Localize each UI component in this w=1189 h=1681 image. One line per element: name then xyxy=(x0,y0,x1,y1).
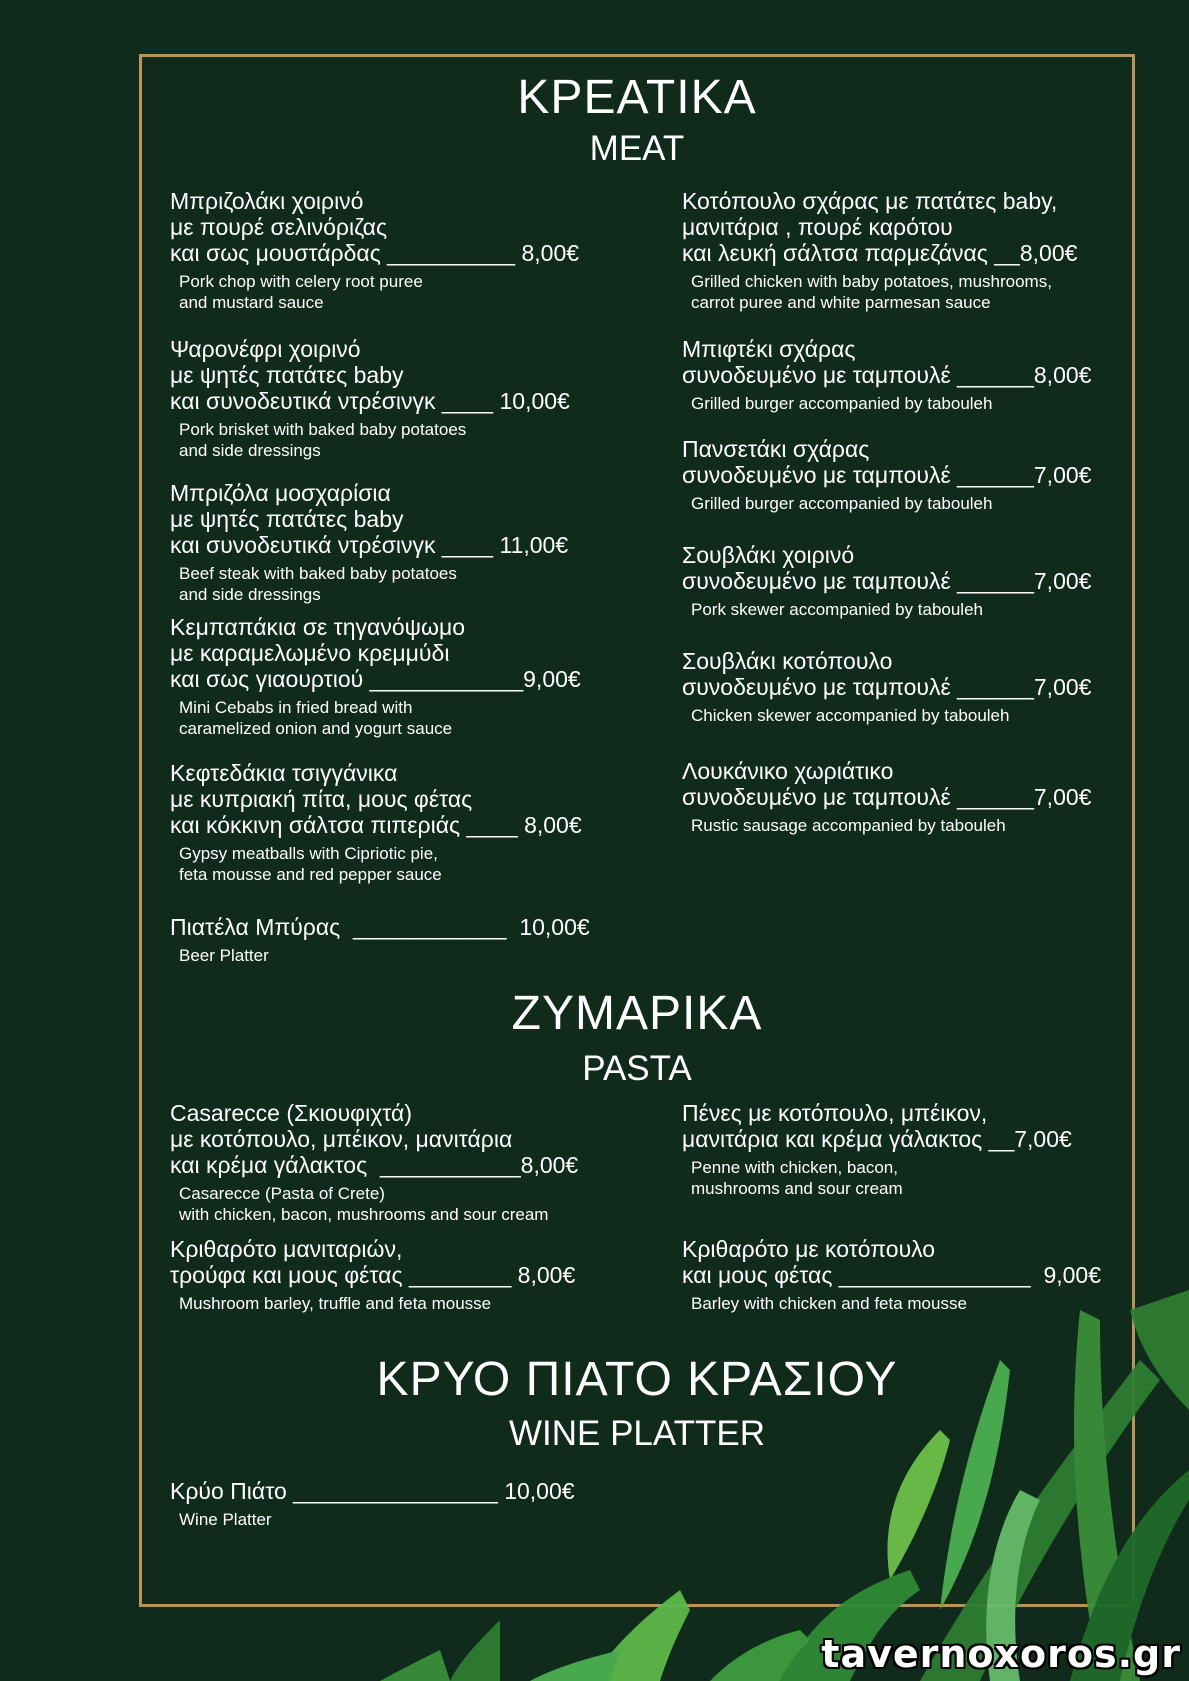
menu-item xyxy=(682,648,1091,726)
item-name-english: Mushroom barley, truffle and feta mousse xyxy=(179,1294,492,1313)
watermark-text: tavernoxoros.gr xyxy=(821,1632,1181,1676)
item-name-greek: Πιατέλα Μπύρας ____________ 10,00€ xyxy=(170,914,590,940)
item-name-greek: Πένες με κοτόπουλο, μπέικον, μανιτάρια και κρέμα γάλακτος __7,00€ xyxy=(682,1100,1072,1152)
section-subtitle-wine: WINE PLATTER xyxy=(508,1414,766,1453)
item-name-english: Rustic sausage accompanied by tabouleh xyxy=(691,816,1006,835)
item-name-greek: Κρύο Πιάτο ________________ 10,00€ xyxy=(170,1478,575,1504)
item-name-english: Grilled burger accompanied by tabouleh xyxy=(691,394,993,413)
item-name-english: Casarecce (Pasta of Crete) with chicken, bacon, mushrooms and sour cream xyxy=(179,1184,549,1224)
item-name-english: Chicken skewer accompanied by tabouleh xyxy=(691,706,1010,725)
menu-item xyxy=(682,1100,1072,1199)
item-name-greek: Κριθαρότο με κοτόπουλο και μους φέτας _______________ 9,00€ xyxy=(682,1236,1102,1288)
section-title-wine: ΚΡΥΟ ΠΙΑΤΟ ΚΡΑΣΙΟΥ xyxy=(376,1353,898,1406)
item-name-english: Barley with chicken and feta mousse xyxy=(691,1294,967,1313)
menu-item xyxy=(170,480,568,605)
menu-item xyxy=(170,760,582,885)
item-name-greek: Κεφτεδάκια τσιγγάνικα με κυπριακή πίτα, μους φέτας και κόκκινη σάλτσα πιπεριάς ____ 8,00€ xyxy=(170,760,582,838)
item-name-greek: Casarecce (Σκιουφιχτά) με κοτόπουλο, μπέικον, μανιτάρια και κρέμα γάλακτος ___________8,00€ xyxy=(170,1100,579,1178)
item-name-english: Grilled burger accompanied by tabouleh xyxy=(691,494,993,513)
item-name-greek: Μπριζόλα μοσχαρίσια με ψητές πατάτες baby και συνοδευτικά ντρέσινγκ ____ 11,00€ xyxy=(170,480,569,558)
item-name-greek: Κριθαρότο μανιταριών, τρούφα και μους φέτας ________ 8,00€ xyxy=(170,1236,576,1288)
section-title-meat: ΚΡΕΑΤΙΚΑ xyxy=(517,71,757,124)
menu-item xyxy=(170,1236,575,1314)
item-name-greek: Κοτόπουλο σχάρας με πατάτες baby, μανιτάρια , πουρέ καρότου και λευκή σάλτσα παρμεζάνας __8,00€ xyxy=(682,188,1078,266)
item-name-english: Beer Platter xyxy=(179,946,269,965)
menu-item xyxy=(170,1100,578,1225)
menu-item xyxy=(682,542,1091,620)
menu-item xyxy=(682,1236,1101,1314)
item-name-greek: Πανσετάκι σχάρας συνοδευμένο με ταμπουλέ ______7,00€ xyxy=(682,436,1092,488)
item-name-greek: Μπιφτέκι σχάρας συνοδευμένο με ταμπουλέ ______8,00€ xyxy=(682,336,1092,388)
section-subtitle-pasta: PASTA xyxy=(582,1049,692,1088)
item-name-greek: Σουβλάκι χοιρινό συνοδευμένο με ταμπουλέ ______7,00€ xyxy=(682,542,1092,594)
section-subtitle-meat: MEAT xyxy=(589,129,685,168)
item-name-greek: Ψαρονέφρι χοιρινό με ψητές πατάτες baby και συνοδευτικά ντρέσινγκ ____ 10,00€ xyxy=(170,336,570,414)
menu-item xyxy=(170,614,581,739)
menu-item xyxy=(682,758,1091,836)
item-name-english: Gypsy meatballs with Cipriotic pie, feta mousse and red pepper sauce xyxy=(179,844,442,884)
item-name-english: Pork skewer accompanied by tabouleh xyxy=(691,600,983,619)
item-name-english: Pork brisket with baked baby potatoes and side dressings xyxy=(179,420,467,460)
item-name-greek: Σουβλάκι κοτόπουλο συνοδευμένο με ταμπουλέ ______7,00€ xyxy=(682,648,1092,700)
item-name-greek: Λουκάνικο χωριάτικο συνοδευμένο με ταμπουλέ ______7,00€ xyxy=(682,758,1092,810)
menu-item xyxy=(682,188,1077,313)
item-name-english: Pork chop with celery root puree and mustard sauce xyxy=(179,272,423,312)
menu-item xyxy=(170,914,590,966)
item-name-english: Wine Platter xyxy=(179,1510,272,1529)
menu-item xyxy=(682,436,1091,514)
menu-item xyxy=(682,336,1091,414)
item-name-english: Beef steak with baked baby potatoes and side dressings xyxy=(179,564,457,604)
menu-item xyxy=(170,188,579,313)
menu-item xyxy=(170,1478,575,1530)
item-name-english: Grilled chicken with baby potatoes, mushrooms, carrot puree and white parmesan sauce xyxy=(691,272,1052,312)
item-name-greek: Κεμπαπάκια σε τηγανόψωμο με καραμελωμένο κρεμμύδι και σως γιαουρτιού ____________9,00€ xyxy=(170,614,581,692)
item-name-english: Mini Cebabs in fried bread with caramelized onion and yogurt sauce xyxy=(179,698,453,738)
item-name-english: Penne with chicken, bacon, mushrooms and sour cream xyxy=(691,1158,903,1198)
section-title-pasta: ΖΥΜΑΡΙΚΑ xyxy=(511,987,763,1040)
item-name-greek: Μπριζολάκι χοιρινό με πουρέ σελινόριζας και σως μουστάρδας __________ 8,00€ xyxy=(170,188,580,266)
menu-item xyxy=(170,336,570,461)
